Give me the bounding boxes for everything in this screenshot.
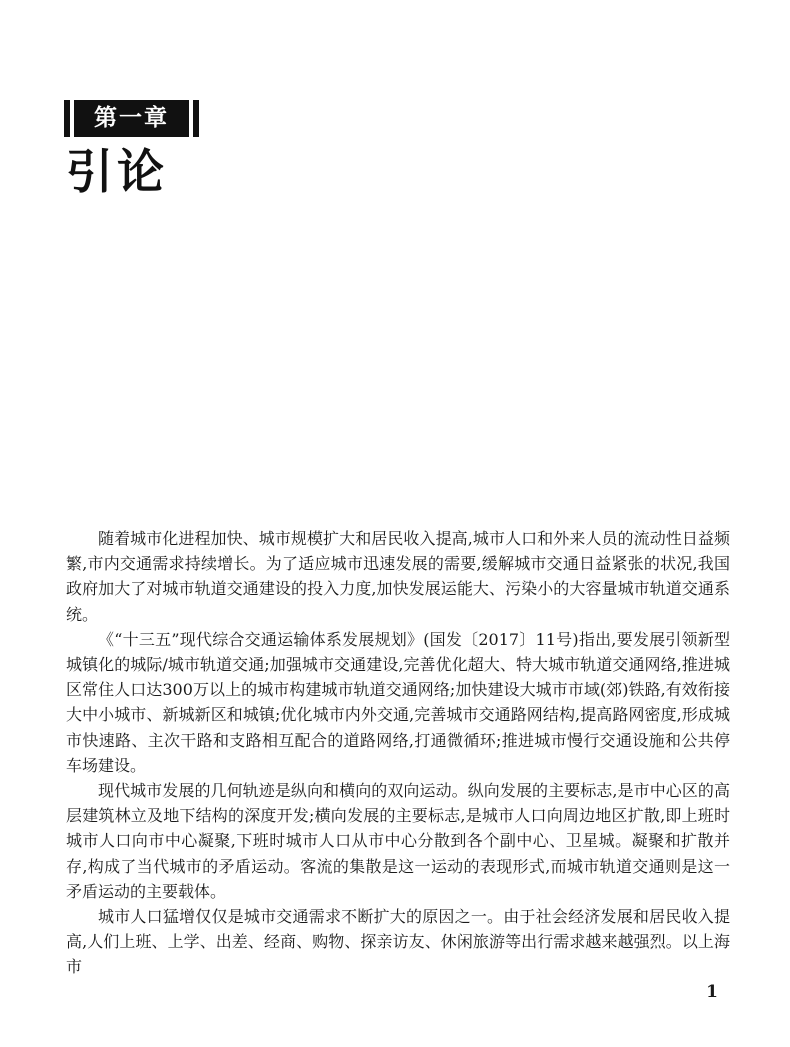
paragraph: 《“十三五”现代综合交通运输体系发展规划》(国发〔2017〕11号)指出,要发展引领新型城镇化的城际/城市轨道交通;加强城市交通建设,完善优化超大、特大城市轨道交通网络,推进城区常住人口达300万以上的城市构建城市轨道交通网络;加快建设大城市市域(郊)铁路,有效衔接大中小城市、新城新区和城镇;优化城市内外交通,完善城市交通路网结构,提高路网密度,形成城市快速路、主次干路和支路相互配合的道路网络,打通微循环;推进城市慢行交通设施和公共停车场建设。 (66, 629, 730, 775)
page-number: 1 (706, 982, 718, 1002)
chapter-badge (64, 100, 199, 137)
chapter-label: 第一章 (74, 100, 189, 137)
paragraph: 随着城市化进程加快、城市规模扩大和居民收入提高,城市人口和外来人员的流动性日益频繁,市内交通需求持续增长。为了适应城市迅速发展的需要,缓解城市交通日益紧张的状况,我国政府加大了对城市轨道交通建设的投入力度,加快发展运能大、污染小的大容量城市轨道交通系统。 (66, 529, 730, 624)
paragraph: 现代城市发展的几何轨迹是纵向和横向的双向运动。纵向发展的主要标志,是市中心区的高层建筑林立及地下结构的深度开发;横向发展的主要标志,是城市人口向周边地区扩散,即上班时城市人口向市中心凝聚,下班时城市人口从市中心分散到各个副中心、卫星城。凝聚和扩散并存,构成了当代城市的矛盾运动。客流的集散是这一运动的表现形式,而城市轨道交通则是这一矛盾运动的主要载体。 (66, 781, 730, 901)
chapter-title: 引论 (66, 145, 168, 200)
paragraph: 城市人口猛增仅仅是城市交通需求不断扩大的原因之一。由于社会经济发展和居民收入提高,人们上班、上学、出差、经商、购物、探亲访友、休闲旅游等出行需求越来越强烈。以上海市 (66, 907, 730, 977)
chapter-badge-right-bar (193, 100, 199, 137)
chapter-badge-left-bar (64, 100, 70, 137)
body-text (66, 526, 730, 980)
